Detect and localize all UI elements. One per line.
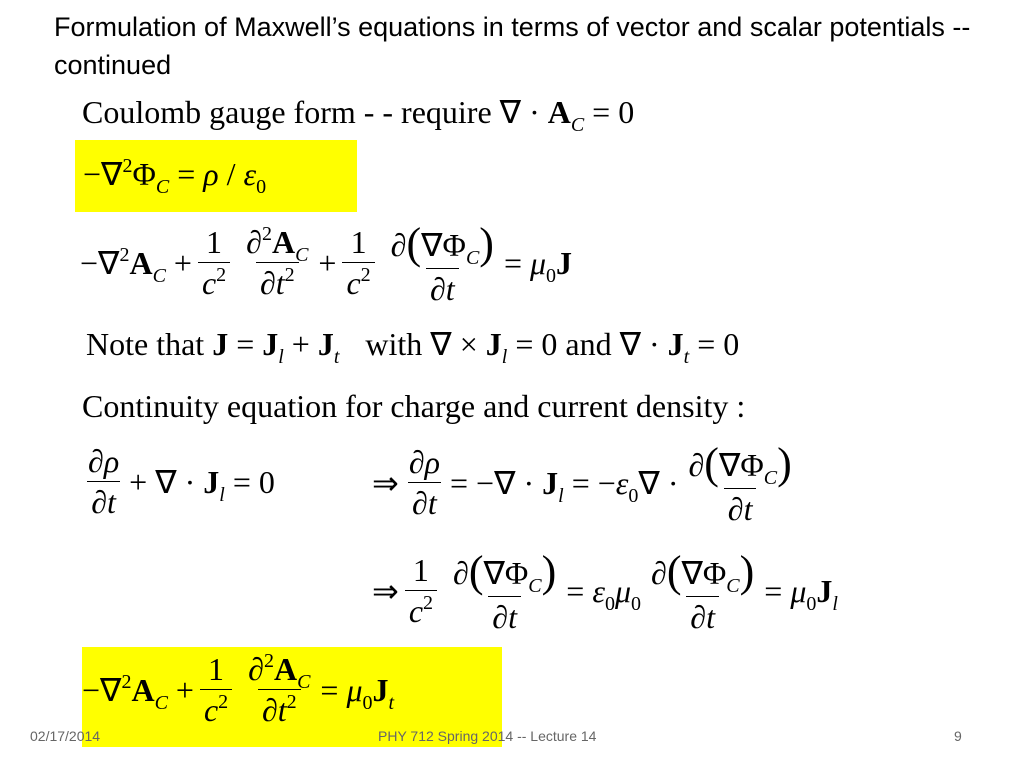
continuity-heading: Continuity equation for charge and current density :	[82, 388, 746, 424]
poisson-equation-box: $-\nabla^2\Phi_C = \rho / \varepsilon_0$	[75, 140, 357, 212]
coulomb-gauge-text: Coulomb gauge form - - require	[82, 94, 492, 130]
footer-course: PHY 712 Spring 2014 -- Lecture 14	[378, 728, 597, 744]
and-text: and	[565, 326, 612, 362]
note-line: Note that $J = J_l + J_t$ with ∇ × $J_l = 0$ and ∇ · $J_t = 0$	[86, 326, 740, 368]
coulomb-gauge-line: Coulomb gauge form - - require ∇ · $A_C = 0$	[82, 94, 635, 136]
footer-page-number: 9	[954, 728, 962, 744]
footer-date: 02/17/2014	[30, 728, 101, 744]
continuity-implication-2: ⇒ $\frac{1}{c^2}$ $\frac{\partial(\nabla\Phi_C)}{\partial t}$ = $\varepsilon_0\mu_0$ $\frac{\partial(\nabla\Phi_C)}{\partial t}$ = $\mu_0J_l$	[372, 547, 838, 635]
note-that-text: Note that	[86, 326, 205, 362]
final-equation-box: $-\nabla^2A_C$ + $\frac{1}{c^2}$ $\frac{\partial^2A_C}{\partial t^2}$ = $\mu_0J_t$	[82, 647, 502, 747]
continuity-equation: $\frac{\partial\rho}{\partial t}$ + ∇ · $J_l = 0$	[88, 443, 275, 520]
wave-equation-a: $-\nabla^2A_C$ + $\frac{1}{c^2}$ $\frac{\partial^2A_C}{\partial t^2}$ + $\frac{1}{c^2}$ $\frac{\partial(\nabla\Phi_C)}{\partial t}$ = $\mu_0J$	[80, 219, 573, 307]
slide-title: Formulation of Maxwell’s equations in terms of vector and scalar potentials -- continued	[54, 12, 971, 80]
with-text: with	[365, 326, 423, 362]
continuity-implication-1: ⇒ $\frac{\partial\rho}{\partial t}$ = −∇ · $J_l = -\varepsilon_0\nabla$ · $\frac{\partial(\nabla\Phi_C)}{\partial t}$	[372, 439, 792, 527]
